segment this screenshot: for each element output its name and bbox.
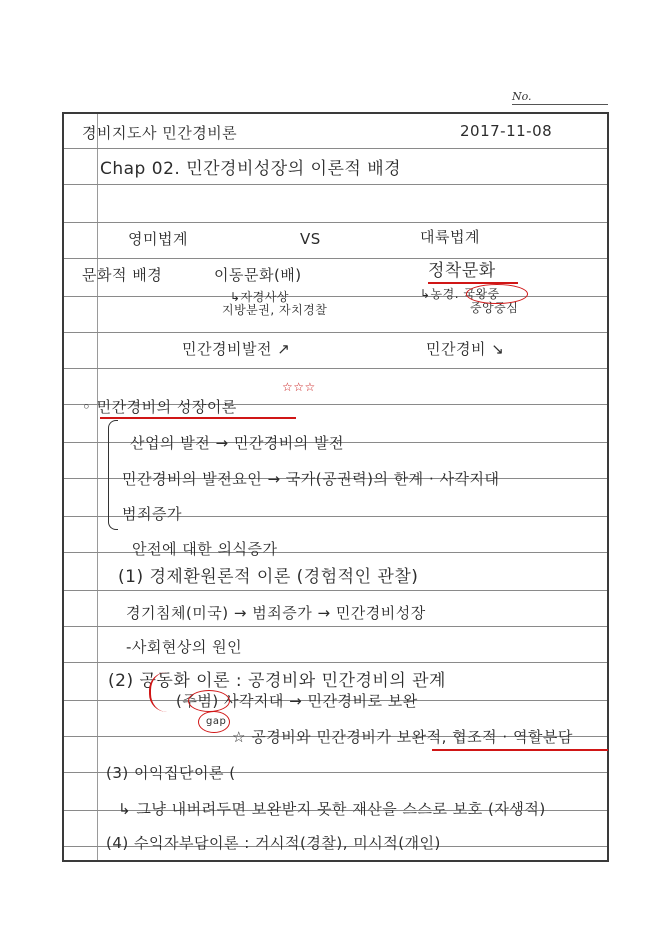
left-culture-sub2: 지방분권, 자치경찰 [222, 303, 328, 317]
margin-line [97, 114, 98, 860]
left-result: 민간경비발전 ↗ [182, 340, 291, 358]
rule-line [64, 148, 607, 149]
right-culture-sub1: ↳농경. 국왕중 [420, 287, 500, 301]
star-marks: ☆☆☆ [282, 380, 316, 394]
left-system-title: 영미법계 [128, 230, 188, 248]
theory-title: (1) 경제환원론적 이론 (경험적인 관찰) [118, 567, 419, 587]
red-circle-mark [188, 690, 230, 712]
theory-title: (3) 이익집단이론 ( [106, 764, 236, 782]
growth-item: 범죄증가 [122, 505, 182, 523]
right-culture-sub2: 중앙중심 [470, 301, 519, 315]
theory-title: (2) 공동화 이론 : 공경비와 민간경비의 관계 [108, 671, 446, 691]
theory-note: -사회현상의 원인 [126, 638, 243, 656]
red-underline [100, 417, 296, 419]
growth-item: 민간경비의 발전요인 → 국가(공권력)의 한계 · 사각지대 [122, 470, 500, 488]
list-bracket [108, 420, 118, 530]
theory-title: (4) 수익자부담이론 : 거시적(경찰), 미시적(개인) [106, 834, 441, 852]
rule-line [64, 184, 607, 185]
rule-line [64, 662, 607, 663]
rule-line [64, 222, 607, 223]
rule-line [64, 626, 607, 627]
note-title: 경비지도사 민간경비론 [82, 124, 238, 142]
red-underline [432, 749, 608, 751]
gap-note: gap [206, 716, 227, 727]
theory-note: ☆ 공경비와 민간경비가 보완적, 협조적 · 역할분담 [232, 728, 573, 746]
culture-row-label: 문화적 배경 [82, 266, 163, 284]
left-culture: 이동문화(배) [214, 266, 302, 284]
theory-note: (주범) 사각지대 → 민간경비로 보완 [176, 692, 418, 710]
right-result: 민간경비 ↘ [426, 340, 505, 358]
left-culture-sub1: ↳자경사상 [230, 290, 289, 304]
note-date: 2017-11-08 [460, 122, 553, 140]
right-system-title: 대륙법계 [420, 228, 480, 246]
rule-line [64, 590, 607, 591]
versus-label: VS [300, 230, 321, 248]
theory-note: ↳ 그냥 내버려두면 보완받지 못한 재산을 스스로 보호 (자생적) [118, 800, 546, 818]
growth-theory-heading: ◦ 민간경비의 성장이론 [82, 398, 237, 416]
rule-line [64, 332, 607, 333]
rule-line [64, 368, 607, 369]
page-number [512, 90, 608, 105]
red-circle-mark [198, 711, 230, 733]
page-number-label: No. [512, 90, 532, 103]
growth-item: 안전에 대한 의식증가 [132, 540, 278, 558]
rule-line [64, 258, 607, 259]
theory-note: 경기침체(미국) → 범죄증가 → 민간경비성장 [126, 604, 426, 622]
growth-item: 산업의 발전 → 민간경비의 발전 [130, 434, 345, 452]
right-culture: 정착문화 [428, 261, 496, 281]
chapter-heading: Chap 02. 민간경비성장의 이론적 배경 [100, 159, 402, 179]
red-circle-mark [466, 284, 528, 304]
